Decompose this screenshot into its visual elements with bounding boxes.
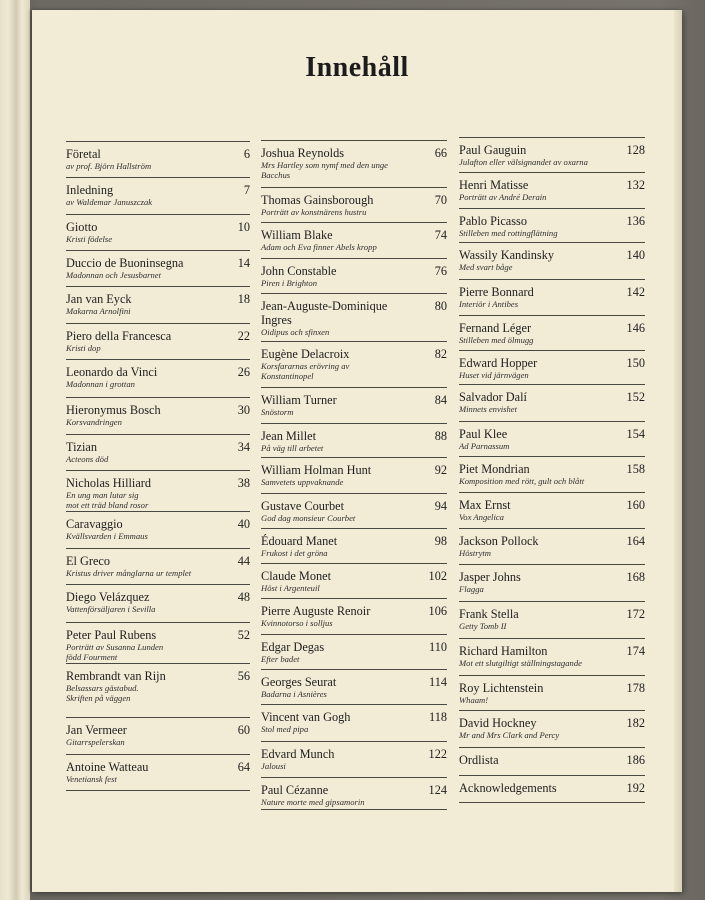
entry-artist: Pierre Auguste Renoir bbox=[261, 604, 371, 618]
entry-page-number: 6 bbox=[243, 147, 250, 161]
entry-page-number: 18 bbox=[237, 292, 250, 306]
entry-page-number: 26 bbox=[237, 365, 250, 379]
entry-page-number: 74 bbox=[434, 228, 447, 242]
entry-page-number: 82 bbox=[434, 347, 447, 361]
entry-page-number: 124 bbox=[428, 783, 447, 797]
toc-entry bbox=[459, 384, 645, 421]
entry-artist: Edvard Munch bbox=[261, 747, 335, 761]
entry-page-number: 84 bbox=[434, 393, 447, 407]
entry-artist: Diego Velázquez bbox=[66, 590, 150, 604]
entry-artwork: Nature morte med gipsamorin bbox=[261, 797, 365, 807]
book-gutter bbox=[0, 0, 30, 900]
entry-page-number: 88 bbox=[434, 429, 447, 443]
entry-artwork: Med svart båge bbox=[459, 262, 513, 272]
entry-artwork: Efter badet bbox=[261, 654, 300, 664]
entry-artwork: Mrs Hartley som nymf med den unge Bacchus bbox=[261, 160, 388, 180]
entry-artwork: Minnets envishet bbox=[459, 404, 517, 414]
entry-artist: Roy Lichtenstein bbox=[459, 681, 544, 695]
entry-artwork: Kristi födelse bbox=[66, 234, 113, 244]
toc-entry bbox=[66, 434, 250, 470]
entry-artist: William Blake bbox=[261, 228, 333, 242]
entry-artist: Inledning bbox=[66, 183, 114, 197]
entry-page-number: 60 bbox=[237, 723, 250, 737]
entry-page-number: 80 bbox=[434, 299, 447, 313]
entry-page-number: 132 bbox=[626, 178, 645, 192]
toc-entry bbox=[459, 421, 645, 456]
toc-entry bbox=[66, 754, 250, 791]
entry-page-number: 174 bbox=[626, 644, 645, 658]
toc-entry bbox=[66, 214, 250, 250]
entry-page-number: 122 bbox=[428, 747, 447, 761]
toc-entry bbox=[459, 172, 645, 208]
toc-entry bbox=[261, 741, 447, 777]
toc-entry bbox=[459, 675, 645, 710]
entry-artist: Leonardo da Vinci bbox=[66, 365, 158, 379]
entry-artwork: Vattenförsäljaren i Sevilla bbox=[66, 604, 156, 614]
entry-artist: Henri Matisse bbox=[459, 178, 529, 192]
toc-entry bbox=[459, 710, 645, 747]
entry-artwork: God dag monsieur Courbet bbox=[261, 513, 356, 523]
toc-entry bbox=[459, 350, 645, 384]
toc-entry bbox=[66, 359, 250, 397]
entry-artist: Peter Paul Rubens bbox=[66, 628, 157, 642]
entry-artist: El Greco bbox=[66, 554, 111, 568]
entry-artist: Edward Hopper bbox=[459, 356, 538, 370]
entry-artwork: Mot ett slutgiltigt ställningstagande bbox=[459, 658, 582, 668]
entry-artist: Salvador Dalí bbox=[459, 390, 527, 404]
entry-page-number: 136 bbox=[626, 214, 645, 228]
toc-entry bbox=[261, 140, 447, 187]
entry-artwork: av prof. Björn Hallström bbox=[66, 161, 152, 171]
entry-artist: Wassily Kandinsky bbox=[459, 248, 554, 262]
entry-page-number: 106 bbox=[428, 604, 447, 618]
page-title: Innehåll bbox=[305, 52, 409, 83]
toc-entry bbox=[261, 528, 447, 563]
entry-artwork: Venetiansk fest bbox=[66, 774, 117, 784]
entry-artwork: Julafton eller välsignandet av oxarna bbox=[459, 157, 588, 167]
toc-entry bbox=[459, 315, 645, 350]
entry-page-number: 110 bbox=[429, 640, 447, 654]
entry-artwork: En ung man lutar sig mot ett träd bland rosor bbox=[66, 490, 149, 510]
entry-artwork: Porträtt av André Derain bbox=[459, 192, 547, 202]
entry-page-number: 146 bbox=[626, 321, 645, 335]
entry-page-number: 172 bbox=[626, 607, 645, 621]
toc-entry bbox=[459, 242, 645, 279]
entry-artist: Caravaggio bbox=[66, 517, 123, 531]
entry-artist: Paul Gauguin bbox=[459, 143, 527, 157]
toc-entry bbox=[66, 584, 250, 622]
entry-artwork: Komposition med rött, gult och blått bbox=[459, 476, 585, 486]
entry-artwork: På väg till arbetet bbox=[261, 443, 324, 453]
entry-artwork: Whaam! bbox=[459, 695, 489, 705]
toc-entry bbox=[261, 258, 447, 293]
entry-page-number: 30 bbox=[237, 403, 250, 417]
entry-artist: Piero della Francesca bbox=[66, 329, 172, 343]
entry-artist: Jan Vermeer bbox=[66, 723, 127, 737]
toc-entry bbox=[66, 717, 250, 754]
entry-artist: Giotto bbox=[66, 220, 98, 234]
entry-artwork: Samvetets uppvaknande bbox=[261, 477, 344, 487]
toc-entry bbox=[261, 598, 447, 634]
entry-page-number: 158 bbox=[626, 462, 645, 476]
entry-page-number: 102 bbox=[428, 569, 447, 583]
entry-artist: Jackson Pollock bbox=[459, 534, 539, 548]
entry-page-number: 154 bbox=[626, 427, 645, 441]
entry-artist: Pierre Bonnard bbox=[459, 285, 534, 299]
entry-artwork: Piren i Brighton bbox=[261, 278, 318, 288]
toc-entry bbox=[459, 492, 645, 528]
entry-artist: John Constable bbox=[261, 264, 337, 278]
entry-artist: Hieronymus Bosch bbox=[66, 403, 161, 417]
entry-artist: Nicholas Hilliard bbox=[66, 476, 152, 490]
toc-entry bbox=[261, 669, 447, 704]
toc-entry bbox=[459, 747, 645, 775]
entry-page-number: 152 bbox=[626, 390, 645, 404]
entry-page-number: 76 bbox=[434, 264, 447, 278]
entry-artwork: Stol med pipa bbox=[261, 724, 309, 734]
entry-artist: Thomas Gainsborough bbox=[261, 193, 374, 207]
book-page bbox=[32, 10, 682, 892]
entry-artist: Acknowledgements bbox=[459, 781, 557, 795]
entry-artwork: Huset vid järnvägen bbox=[459, 370, 529, 380]
entry-artwork: Höstrytm bbox=[459, 548, 491, 558]
entry-artist: Eugène Delacroix bbox=[261, 347, 350, 361]
toc-column-2 bbox=[261, 140, 447, 810]
toc-column-1 bbox=[66, 141, 250, 791]
entry-artwork: Flagga bbox=[459, 584, 484, 594]
entry-artwork: Frukost i det gröna bbox=[261, 548, 328, 558]
entry-artist: Richard Hamilton bbox=[459, 644, 548, 658]
toc-entry bbox=[66, 397, 250, 434]
entry-page-number: 14 bbox=[237, 256, 250, 270]
entry-artwork: Porträtt av Susanna Lunden född Fourment bbox=[66, 642, 164, 662]
entry-artist: Fernand Léger bbox=[459, 321, 532, 335]
entry-page-number: 40 bbox=[237, 517, 250, 531]
entry-artwork: Getty Tomb II bbox=[459, 621, 507, 631]
entry-page-number: 34 bbox=[237, 440, 250, 454]
entry-page-number: 142 bbox=[626, 285, 645, 299]
entry-artist: Jean Millet bbox=[261, 429, 316, 443]
toc-entry bbox=[66, 511, 250, 548]
toc-entry bbox=[261, 563, 447, 598]
entry-artist: Gustave Courbet bbox=[261, 499, 344, 513]
toc-entry bbox=[459, 638, 645, 675]
toc-entry bbox=[261, 457, 447, 493]
toc-entry bbox=[66, 663, 250, 717]
entry-artist: Max Ernst bbox=[459, 498, 511, 512]
entry-artwork: Korsfararnas erövring av Konstantinopel bbox=[261, 361, 350, 381]
entry-page-number: 7 bbox=[243, 183, 250, 197]
page-edge bbox=[674, 10, 682, 892]
entry-artist: Georges Seurat bbox=[261, 675, 337, 689]
toc-entry bbox=[459, 564, 645, 601]
entry-artwork: Madonnan i grottan bbox=[66, 379, 135, 389]
entry-artwork: Adam och Eva finner Abels kropp bbox=[261, 242, 377, 252]
toc-entry bbox=[66, 470, 250, 511]
entry-artwork: Gitarrspelerskan bbox=[66, 737, 125, 747]
entry-artwork: Snöstorm bbox=[261, 407, 294, 417]
entry-artist: David Hockney bbox=[459, 716, 537, 730]
entry-page-number: 118 bbox=[429, 710, 447, 724]
toc-entry bbox=[261, 222, 447, 258]
toc-entry bbox=[261, 777, 447, 810]
toc-entry bbox=[261, 704, 447, 741]
entry-page-number: 64 bbox=[237, 760, 250, 774]
toc-entry bbox=[261, 634, 447, 669]
entry-artist: Frank Stella bbox=[459, 607, 519, 621]
entry-artist: Jean-Auguste-Dominique Ingres bbox=[261, 299, 388, 327]
entry-artist: Paul Klee bbox=[459, 427, 508, 441]
toc-entry bbox=[66, 250, 250, 286]
entry-artwork: Kvällsvarden i Emmaus bbox=[66, 531, 148, 541]
entry-page-number: 164 bbox=[626, 534, 645, 548]
entry-artist: Antoine Watteau bbox=[66, 760, 149, 774]
toc-entry bbox=[261, 341, 447, 387]
entry-artist: Tizian bbox=[66, 440, 97, 454]
entry-page-number: 192 bbox=[626, 781, 645, 795]
entry-page-number: 48 bbox=[237, 590, 250, 604]
toc-entry bbox=[66, 548, 250, 584]
toc-entry bbox=[459, 775, 645, 803]
entry-artwork: Korsvandringen bbox=[66, 417, 122, 427]
entry-page-number: 52 bbox=[237, 628, 250, 642]
entry-artist: Ordlista bbox=[459, 753, 499, 767]
entry-artwork: Jalousi bbox=[261, 761, 286, 771]
entry-artwork: Badarna i Asnières bbox=[261, 689, 327, 699]
toc-entry bbox=[459, 601, 645, 638]
entry-artwork: Acteons död bbox=[66, 454, 109, 464]
entry-page-number: 98 bbox=[434, 534, 447, 548]
entry-page-number: 114 bbox=[429, 675, 447, 689]
entry-artist: Joshua Reynolds bbox=[261, 146, 345, 160]
toc-entry bbox=[66, 622, 250, 663]
toc-column-3 bbox=[459, 137, 645, 803]
entry-page-number: 160 bbox=[626, 498, 645, 512]
toc-entry bbox=[459, 208, 645, 242]
entry-artwork: Mr and Mrs Clark and Percy bbox=[459, 730, 560, 740]
entry-page-number: 10 bbox=[237, 220, 250, 234]
entry-artwork: Kristi dop bbox=[66, 343, 101, 353]
entry-artist: Edgar Degas bbox=[261, 640, 325, 654]
entry-artist: Vincent van Gogh bbox=[261, 710, 351, 724]
toc-entry bbox=[459, 137, 645, 172]
toc-entry bbox=[459, 456, 645, 492]
entry-artwork: Oidipus och sfinxen bbox=[261, 327, 330, 337]
entry-artist: Företal bbox=[66, 147, 101, 161]
entry-artist: Claude Monet bbox=[261, 569, 332, 583]
toc-entry bbox=[66, 141, 250, 177]
entry-artwork: Höst i Argenteuil bbox=[261, 583, 320, 593]
entry-page-number: 94 bbox=[434, 499, 447, 513]
toc-entry bbox=[459, 528, 645, 564]
entry-artwork: av Waldemar Januszczak bbox=[66, 197, 153, 207]
entry-artwork: Madonnan och Jesusbarnet bbox=[66, 270, 161, 280]
toc-entry bbox=[261, 187, 447, 222]
toc-entry bbox=[261, 293, 447, 341]
entry-artist: Paul Cézanne bbox=[261, 783, 329, 797]
entry-page-number: 70 bbox=[434, 193, 447, 207]
entry-page-number: 140 bbox=[626, 248, 645, 262]
entry-artist: Jasper Johns bbox=[459, 570, 521, 584]
entry-artwork: Kristus driver månglarna ur templet bbox=[66, 568, 192, 578]
entry-page-number: 186 bbox=[626, 753, 645, 767]
entry-page-number: 182 bbox=[626, 716, 645, 730]
entry-artist: William Turner bbox=[261, 393, 337, 407]
entry-artist: Édouard Manet bbox=[261, 534, 338, 548]
entry-artist: Jan van Eyck bbox=[66, 292, 132, 306]
entry-artwork: Ad Parnassum bbox=[459, 441, 510, 451]
toc-entry bbox=[459, 279, 645, 315]
entry-artist: Duccio de Buoninsegna bbox=[66, 256, 184, 270]
entry-page-number: 150 bbox=[626, 356, 645, 370]
entry-artwork: Porträtt av konstnärens hustru bbox=[261, 207, 367, 217]
toc-entry bbox=[66, 177, 250, 214]
entry-artist: Rembrandt van Rijn bbox=[66, 669, 166, 683]
entry-page-number: 38 bbox=[237, 476, 250, 490]
entry-artwork: Belsassars gästabud. Skriften på väggen bbox=[66, 683, 139, 703]
entry-artist: Pablo Picasso bbox=[459, 214, 527, 228]
entry-page-number: 22 bbox=[237, 329, 250, 343]
entry-page-number: 178 bbox=[626, 681, 645, 695]
entry-artwork: Makarna Arnolfini bbox=[66, 306, 131, 316]
entry-artwork: Kvinnotorso i solljus bbox=[261, 618, 333, 628]
entry-artwork: Interiör i Antibes bbox=[459, 299, 519, 309]
entry-artist: Piet Mondrian bbox=[459, 462, 530, 476]
entry-page-number: 44 bbox=[237, 554, 250, 568]
entry-page-number: 168 bbox=[626, 570, 645, 584]
entry-artwork: Stilleben med ölmugg bbox=[459, 335, 534, 345]
entry-artwork: Vox Angelica bbox=[459, 512, 504, 522]
entry-page-number: 56 bbox=[237, 669, 250, 683]
entry-artist: William Holman Hunt bbox=[261, 463, 372, 477]
toc-entry bbox=[66, 286, 250, 323]
toc-entry bbox=[66, 323, 250, 359]
toc-entry bbox=[261, 423, 447, 457]
entry-page-number: 66 bbox=[434, 146, 447, 160]
entry-page-number: 92 bbox=[434, 463, 447, 477]
toc-entry bbox=[261, 493, 447, 528]
entry-page-number: 128 bbox=[626, 143, 645, 157]
entry-artwork: Stilleben med rottingflätning bbox=[459, 228, 558, 238]
toc-entry bbox=[261, 387, 447, 423]
